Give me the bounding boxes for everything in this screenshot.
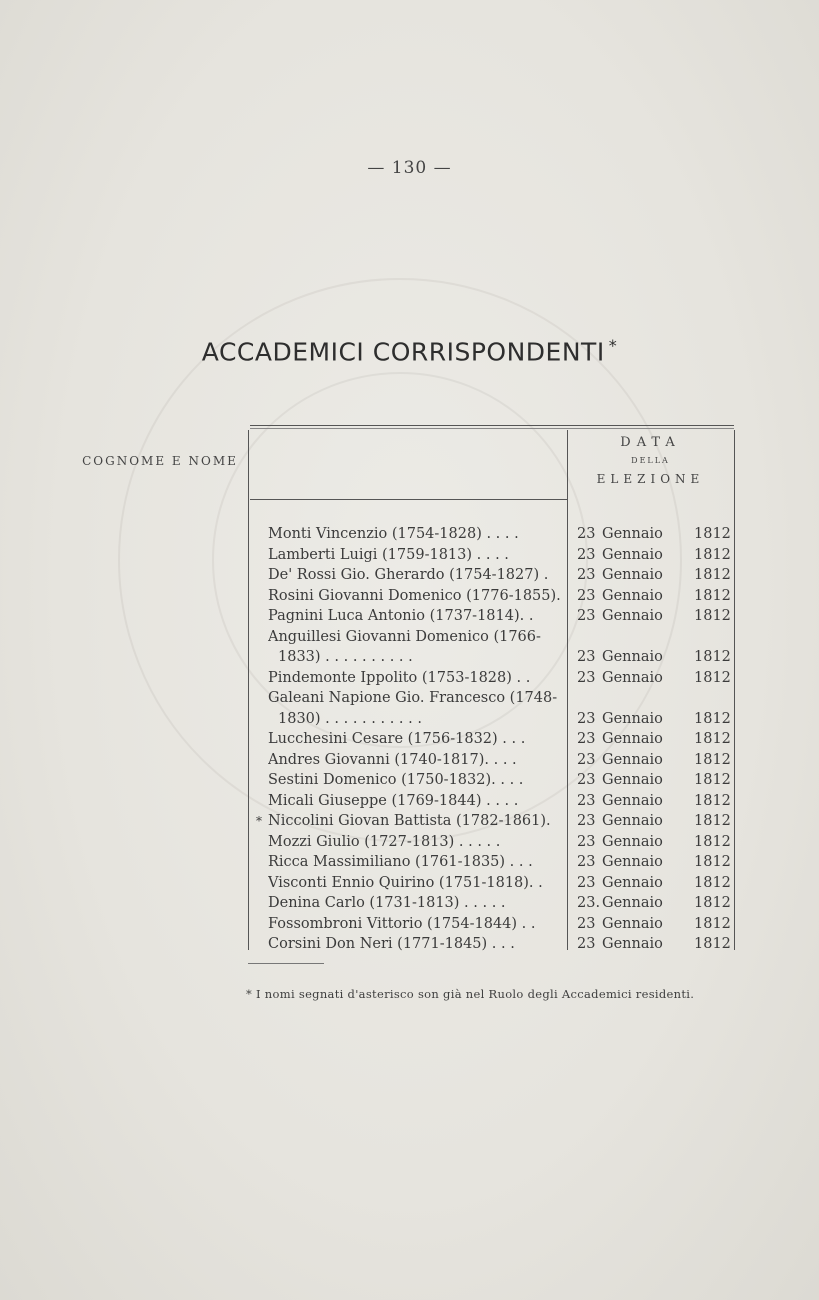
election-month: Gennaio xyxy=(602,608,663,624)
election-day: 23. xyxy=(577,895,601,911)
election-month: Gennaio xyxy=(602,567,663,583)
table-row xyxy=(254,709,734,729)
election-day: 23 xyxy=(577,813,596,829)
footnote-rule xyxy=(248,963,324,964)
column-header-date-line3: ELEZIONE xyxy=(596,472,705,486)
table-row xyxy=(254,627,734,647)
election-year: 1812 xyxy=(694,526,731,542)
election-month: Gennaio xyxy=(602,874,663,891)
election-year: 1812 xyxy=(694,710,731,727)
election-day: 23 xyxy=(577,792,596,809)
academician-name: Visconti Ennio Quirino (1751-1818). . xyxy=(268,874,543,891)
election-day: 23 xyxy=(577,833,596,850)
table-right-border xyxy=(734,430,735,950)
election-month: Gennaio xyxy=(602,915,663,932)
election-year: 1812 xyxy=(694,895,731,911)
academician-name: Pagnini Luca Antonio (1737-1814). . xyxy=(268,608,534,624)
election-year: 1812 xyxy=(694,751,731,768)
election-month: Gennaio xyxy=(602,546,663,563)
table-row xyxy=(254,586,734,606)
election-year: 1812 xyxy=(694,874,731,891)
election-month: Gennaio xyxy=(602,813,663,829)
table-row xyxy=(254,688,734,708)
table-row xyxy=(254,893,734,913)
column-header-name: COGNOME E NOME xyxy=(82,454,238,468)
election-day: 23 xyxy=(577,649,596,665)
table-row xyxy=(254,750,734,770)
election-day: 23 xyxy=(577,526,596,542)
title-text: ACCADEMICI CORRISPONDENTI xyxy=(201,337,605,367)
table-row xyxy=(254,545,734,565)
election-month: Gennaio xyxy=(602,526,663,542)
election-month: Gennaio xyxy=(602,731,663,747)
academician-name: Pindemonte Ippolito (1753-1828) . . xyxy=(268,669,531,686)
election-day: 23 xyxy=(577,936,596,952)
table-row xyxy=(254,934,734,954)
election-day: 23 xyxy=(577,546,596,563)
table-row xyxy=(254,811,734,831)
academician-name: 1830) . . . . . . . . . . . xyxy=(278,710,422,727)
resident-asterisk: * xyxy=(256,814,262,828)
election-day: 23 xyxy=(577,731,596,747)
table-top-rule-thin xyxy=(250,428,734,429)
academician-name: Denina Carlo (1731-1813) . . . . . xyxy=(268,895,506,911)
academician-name: Monti Vincenzio (1754-1828) . . . . xyxy=(268,526,519,542)
footnote: * I nomi segnati d'asterisco son già nel Ruolo degli Accademici residenti. xyxy=(246,987,695,1001)
election-year: 1812 xyxy=(694,731,731,747)
table-top-rule xyxy=(250,425,734,426)
election-day: 23 xyxy=(577,608,596,624)
table-row xyxy=(254,668,734,688)
election-month: Gennaio xyxy=(602,587,663,604)
academician-name: 1833) . . . . . . . . . . xyxy=(278,649,413,665)
table-row xyxy=(254,832,734,852)
election-month: Gennaio xyxy=(602,669,663,686)
election-year: 1812 xyxy=(694,649,731,665)
election-month: Gennaio xyxy=(602,792,663,809)
academician-name: Corsini Don Neri (1771-1845) . . . xyxy=(268,936,515,952)
table-row xyxy=(254,565,734,585)
academician-name: Fossombroni Vittorio (1754-1844) . . xyxy=(268,915,536,932)
table-header-rule xyxy=(250,499,568,500)
election-month: Gennaio xyxy=(602,772,663,788)
table-row xyxy=(254,914,734,934)
election-day: 23 xyxy=(577,587,596,604)
election-year: 1812 xyxy=(694,854,731,870)
election-year: 1812 xyxy=(694,833,731,850)
election-year: 1812 xyxy=(694,792,731,809)
election-day: 23 xyxy=(577,854,596,870)
election-year: 1812 xyxy=(694,608,731,624)
election-day: 23 xyxy=(577,772,596,788)
election-month: Gennaio xyxy=(602,936,663,952)
election-month: Gennaio xyxy=(602,751,663,768)
election-month: Gennaio xyxy=(602,854,663,870)
academician-name: Sestini Domenico (1750-1832). . . . xyxy=(268,772,524,788)
election-year: 1812 xyxy=(694,567,731,583)
academician-name: Andres Giovanni (1740-1817). . . . xyxy=(268,751,517,768)
academician-name: Niccolini Giovan Battista (1782-1861). xyxy=(268,813,551,829)
academician-name: Galeani Napione Gio. Francesco (1748- xyxy=(268,690,558,706)
page-title xyxy=(0,336,819,366)
academician-name: Lucchesini Cesare (1756-1832) . . . xyxy=(268,731,526,747)
academician-name: Rosini Giovanni Domenico (1776-1855). xyxy=(268,587,561,604)
election-month: Gennaio xyxy=(602,895,663,911)
academician-name: Ricca Massimiliano (1761-1835) . . . xyxy=(268,854,533,870)
election-year: 1812 xyxy=(694,669,731,686)
election-day: 23 xyxy=(577,915,596,932)
academician-name: Anguillesi Giovanni Domenico (1766- xyxy=(268,628,541,645)
election-month: Gennaio xyxy=(602,833,663,850)
title-asterisk: * xyxy=(608,336,618,355)
table-row xyxy=(254,524,734,544)
election-year: 1812 xyxy=(694,915,731,932)
table-row xyxy=(254,729,734,749)
page-number: — 130 — xyxy=(367,158,452,178)
academician-name: Lamberti Luigi (1759-1813) . . . . xyxy=(268,546,509,563)
table-row xyxy=(254,852,734,872)
election-month: Gennaio xyxy=(602,649,663,665)
academician-name: De' Rossi Gio. Gherardo (1754-1827) . xyxy=(268,567,549,583)
table-row xyxy=(254,791,734,811)
election-year: 1812 xyxy=(694,587,731,604)
election-day: 23 xyxy=(577,567,596,583)
table-row xyxy=(254,647,734,667)
table-row xyxy=(254,770,734,790)
table-row xyxy=(254,606,734,626)
election-year: 1812 xyxy=(694,546,731,563)
election-day: 23 xyxy=(577,710,596,727)
election-year: 1812 xyxy=(694,772,731,788)
election-day: 23 xyxy=(577,751,596,768)
table-left-border xyxy=(248,430,249,950)
column-header-date-line2: DELLA xyxy=(631,456,670,465)
election-day: 23 xyxy=(577,874,596,891)
column-header-date-line1: DATA xyxy=(620,435,681,450)
election-year: 1812 xyxy=(694,936,731,952)
election-year: 1812 xyxy=(694,813,731,829)
election-day: 23 xyxy=(577,669,596,686)
election-month: Gennaio xyxy=(602,710,663,727)
academician-name: Micali Giuseppe (1769-1844) . . . . xyxy=(268,792,519,809)
table-row xyxy=(254,873,734,893)
academician-name: Mozzi Giulio (1727-1813) . . . . . xyxy=(268,833,501,850)
